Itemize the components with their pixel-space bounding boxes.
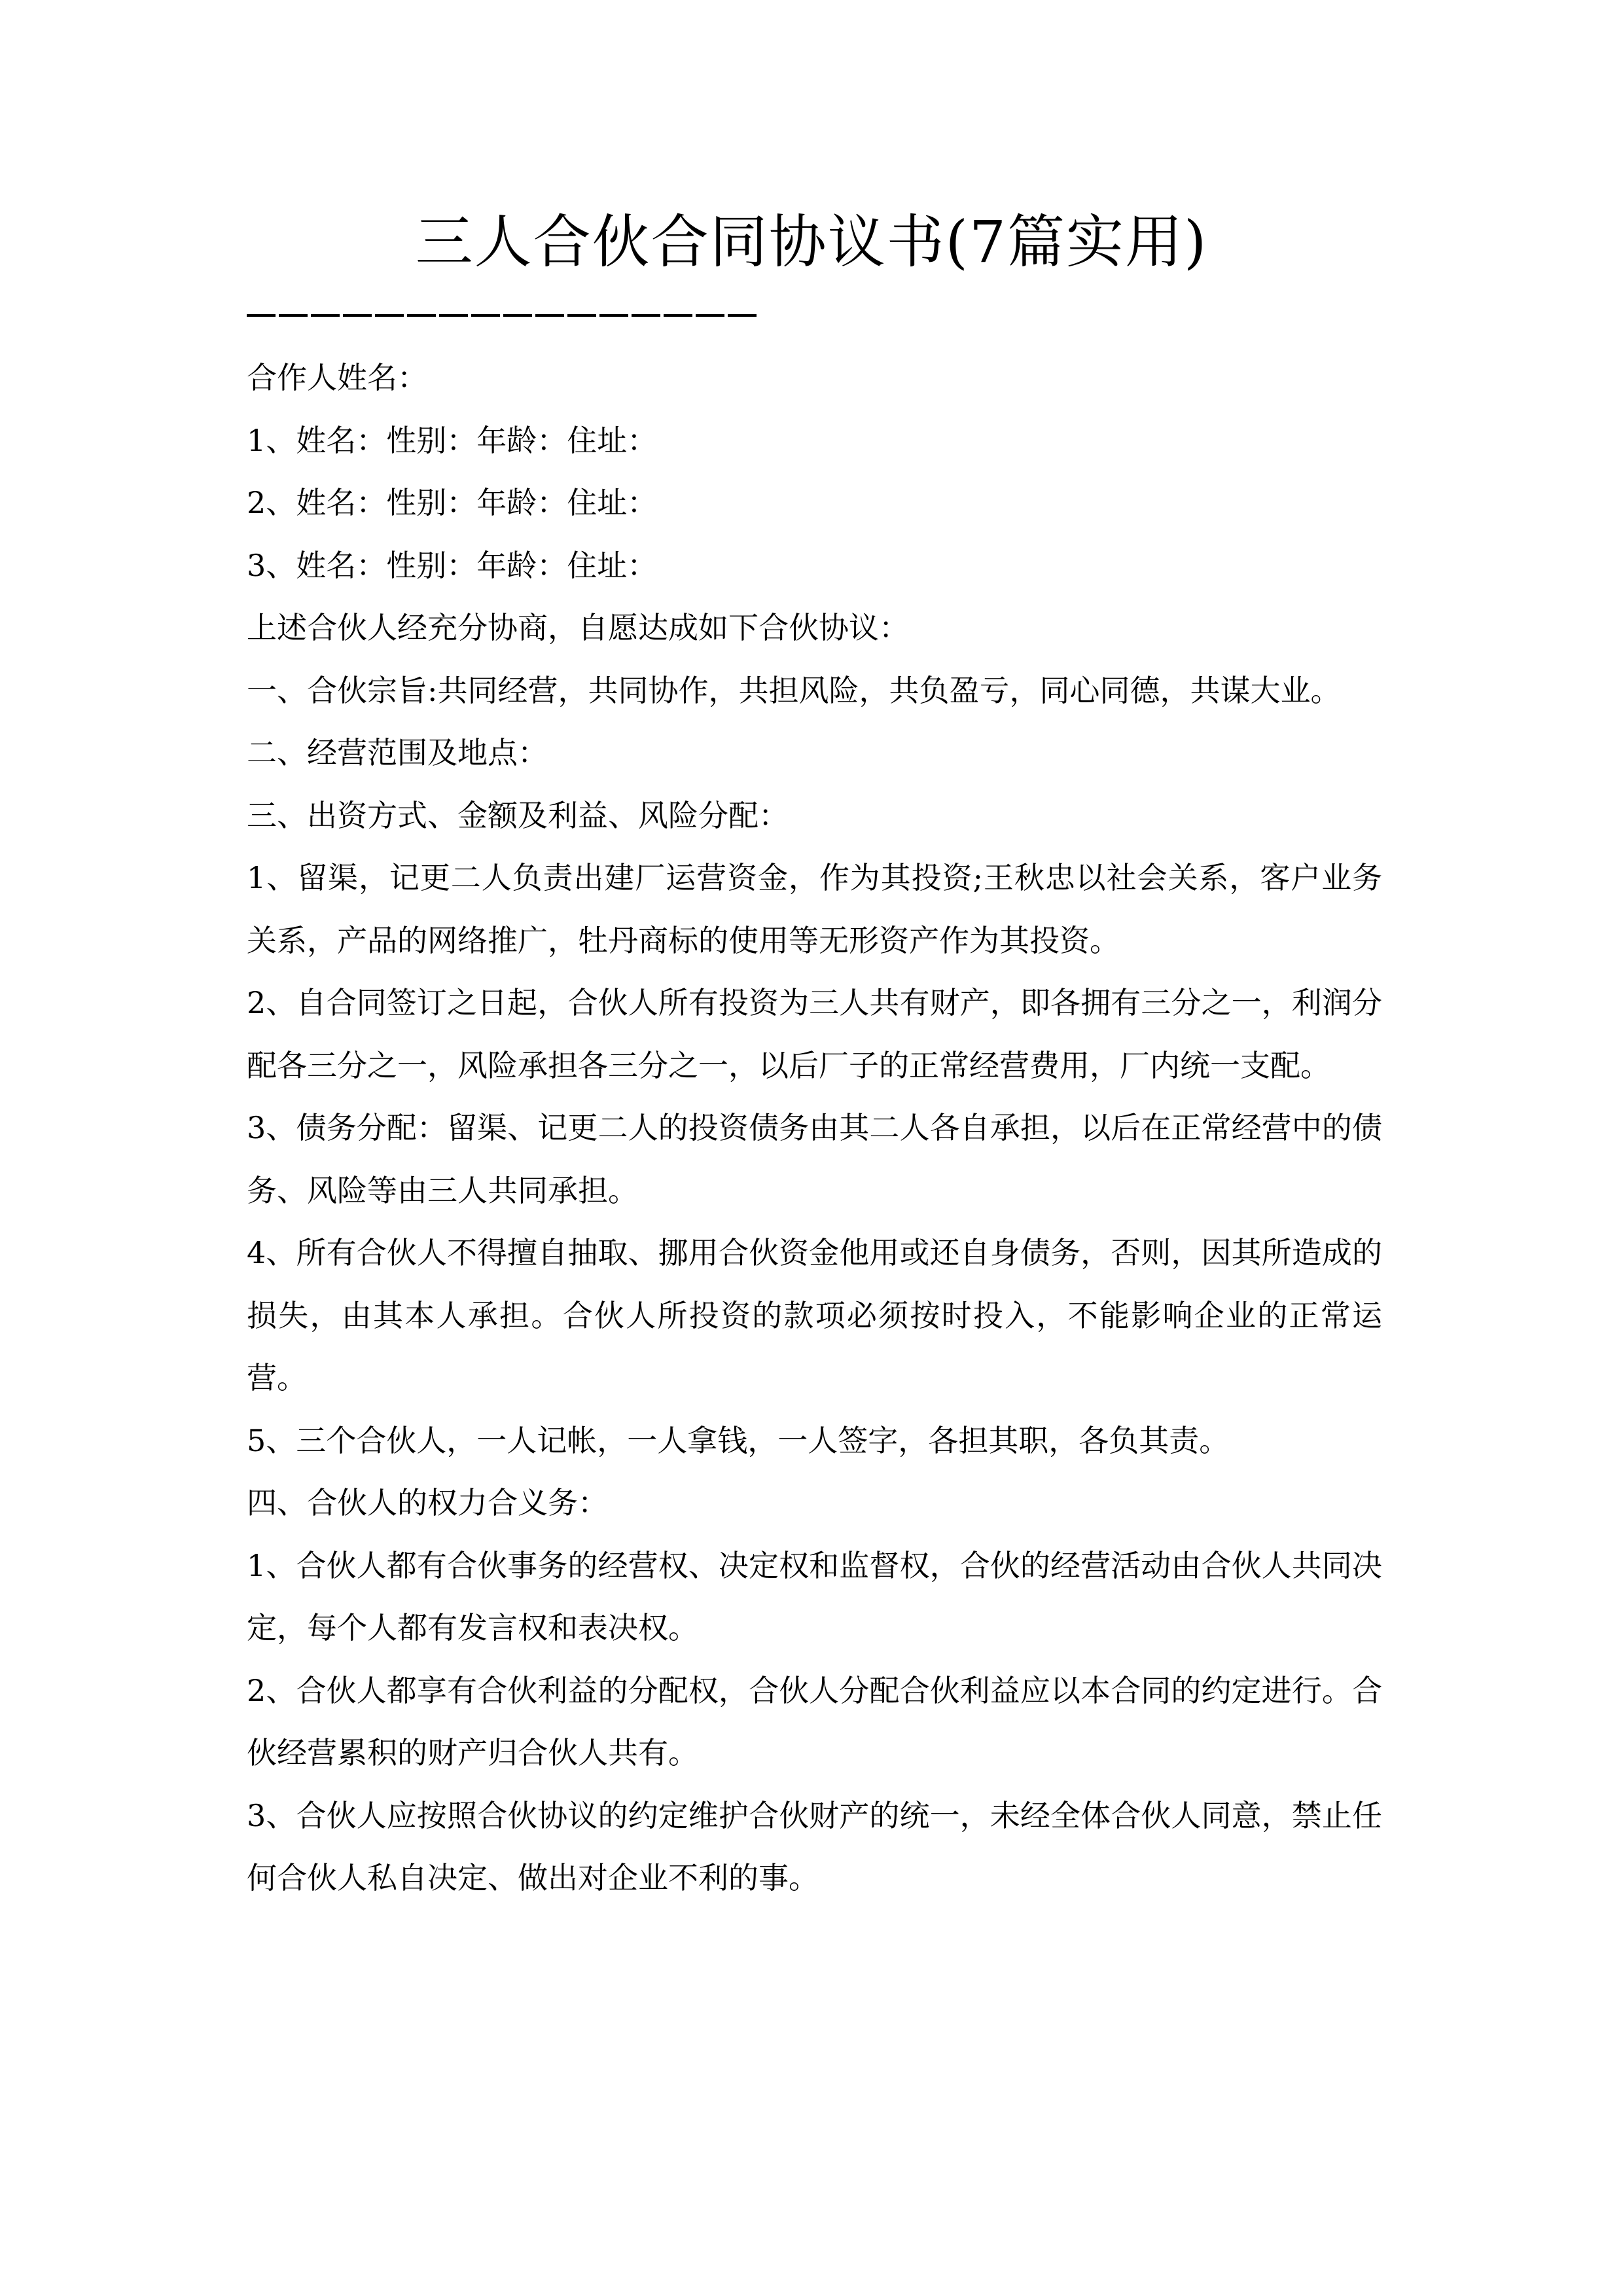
paragraph-investment-item-2: 2、自合同签订之日起，合伙人所有投资为三人共有财产，即各拥有三分之一，利润分配各三分之一，风险承担各三分之一，以后厂子的正常经营费用，厂内统一支配。 [247,985,1382,1083]
paragraph-partner-3: 3、姓名：性别：年龄：住址： [247,547,658,583]
paragraph-partner-2: 2、姓名：性别：年龄：住址： [247,485,658,520]
paragraph-investment-item-5: 5、三个合伙人，一人记帐，一人拿钱，一人签字，各担其职，各负其责。 [247,1422,1230,1458]
document-body [247,347,1382,1910]
paragraph-section-1-purpose: 一、合伙宗旨:共同经营，共同协作，共担风险，共负盈亏，同心同德，共谋大业。 [247,672,1341,708]
paragraph-partner-1: 1、姓名：性别：年龄：住址： [247,422,658,458]
separator-rule [247,314,757,317]
paragraph-partners-heading: 合作人姓名： [247,360,427,395]
paragraph-section-4-rights: 四、合伙人的权力合义务： [247,1485,608,1520]
title-separator [247,303,757,323]
paragraph-section-2-scope: 二、经营范围及地点： [247,735,548,770]
document-title: 三人合伙合同协议书(7篇实用) [415,208,1208,276]
paragraph-rights-item-1: 1、合伙人都有合伙事务的经营权、决定权和监督权，合伙的经营活动由合伙人共同决定，每个人都有发言权和表决权。 [247,1547,1382,1645]
paragraph-investment-item-4: 4、所有合伙人不得擅自抽取、挪用合伙资金他用或还自身债务，否则，因其所造成的损失，由其本人承担。合伙人所投资的款项必须按时投入，不能影响企业的正常运营。 [247,1235,1382,1395]
paragraph-rights-item-3: 3、合伙人应按照合伙协议的约定维护合伙财产的统一，未经全体合伙人同意，禁止任何合伙人私自决定、做出对企业不利的事。 [247,1797,1382,1895]
paragraph-section-3-investment: 三、出资方式、金额及利益、风险分配： [247,797,789,833]
paragraph-agreement-intro: 上述合伙人经充分协商，自愿达成如下合伙协议： [247,610,909,645]
paragraph-investment-item-3: 3、债务分配：留渠、记更二人的投资债务由其二人各自承担，以后在正常经营中的债务、风险等由三人共同承担。 [247,1110,1382,1208]
paragraph-investment-item-1: 1、留渠，记更二人负责出建厂运营资金，作为其投资;王秋忠以社会关系，客户业务关系，产品的网络推广，牡丹商标的使用等无形资产作为其投资。 [247,860,1382,958]
paragraph-rights-item-2: 2、合伙人都享有合伙利益的分配权，合伙人分配合伙利益应以本合同的约定进行。合伙经营累积的财产归合伙人共有。 [247,1672,1382,1770]
